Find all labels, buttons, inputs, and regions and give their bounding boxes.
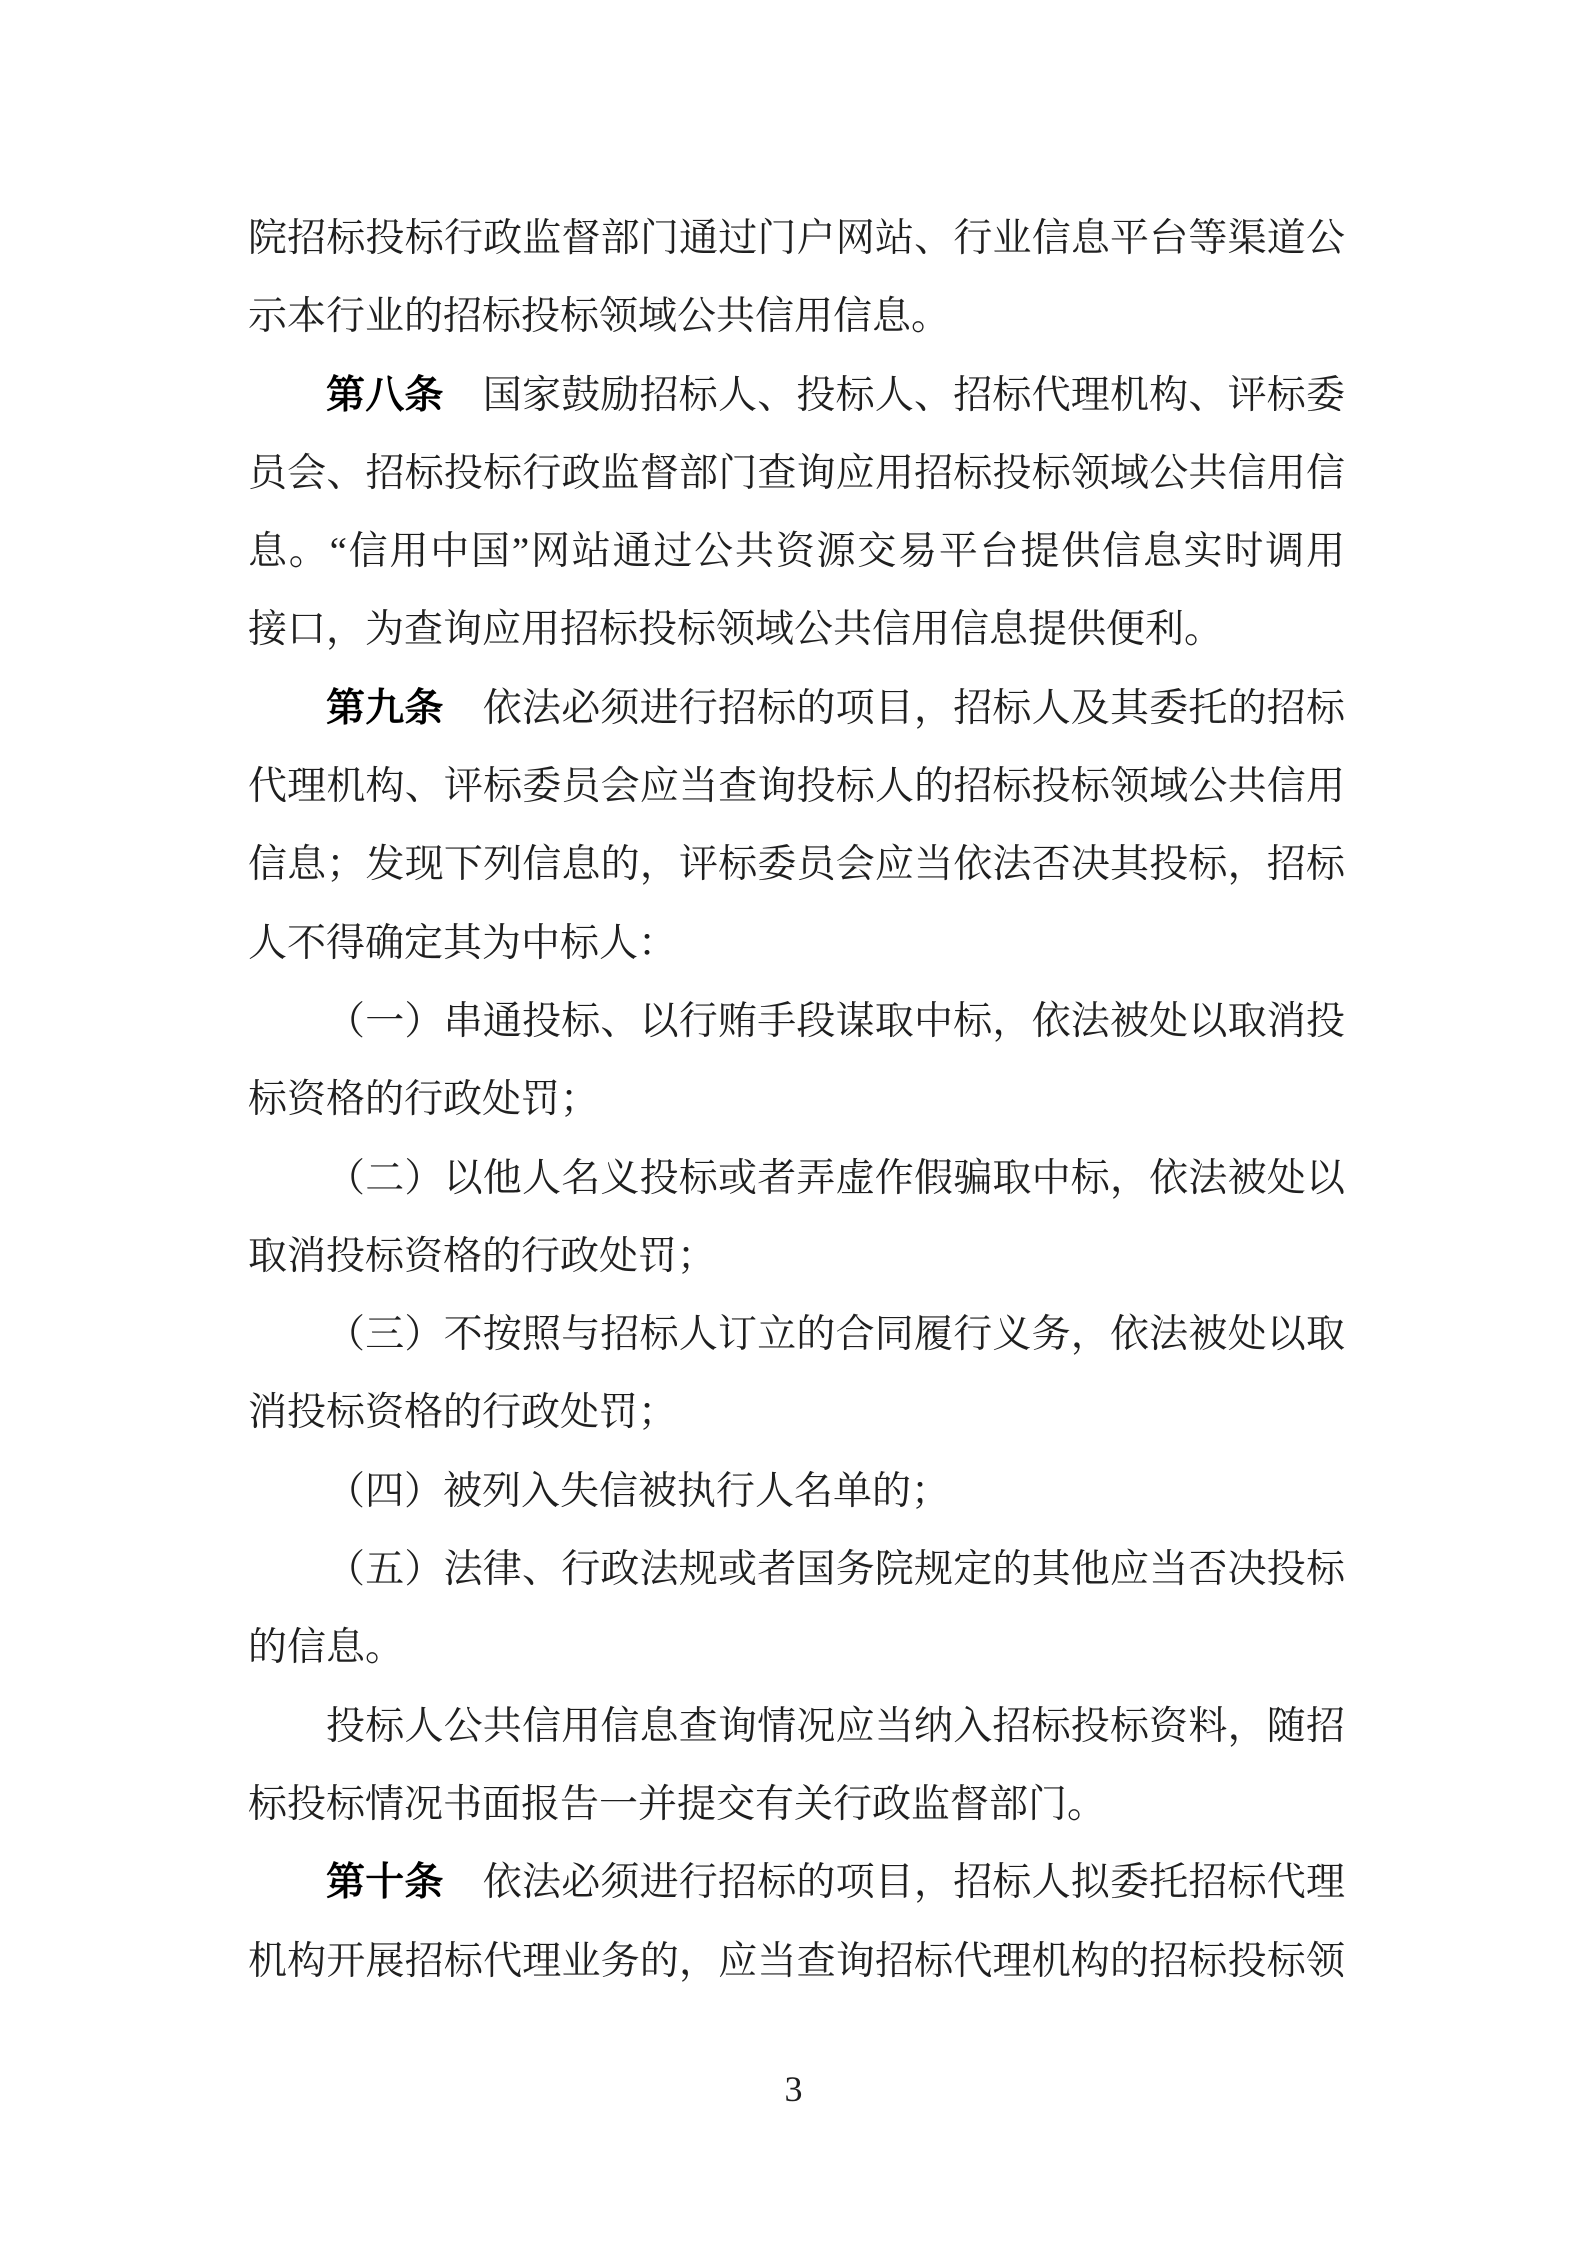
page-footer <box>0 2066 1587 2112</box>
text-line <box>248 1609 1345 1687</box>
text-segment: （四）被列入失信被执行人名单的； <box>326 1469 951 1513</box>
text-line <box>248 513 1345 591</box>
text-segment: 代理机构、评标委员会应当查询投标人的招标投标领域公共信用 <box>248 765 1345 809</box>
text-segment: 标投标情况书面报告一并提交有关行政监督部门。 <box>248 1782 1107 1826</box>
text-line <box>248 435 1345 513</box>
text-segment: 投标人公共信用信息查询情况应当纳入招标投标资料，随招 <box>326 1704 1345 1748</box>
text-segment: 依法必须进行招标的项目，招标人及其委托的招标 <box>443 686 1345 730</box>
text-line <box>248 826 1345 904</box>
text-segment: 示本行业的招标投标领域公共信用信息。 <box>248 295 951 339</box>
text-segment: （五）法律、行政法规或者国务院规定的其他应当否决投标 <box>326 1548 1345 1592</box>
text-segment: （二）以他人名义投标或者弄虚作假骗取中标，依法被处以 <box>326 1156 1345 1200</box>
text-line <box>248 591 1345 669</box>
text-line <box>248 905 1345 983</box>
text-line <box>248 278 1345 356</box>
document-body <box>248 200 1345 2001</box>
text-segment: 标资格的行政处罚； <box>248 1078 600 1122</box>
text-segment: 信息；发现下列信息的，评标委员会应当依法否决其投标，招标 <box>248 843 1345 887</box>
text-segment: 国家鼓励招标人、投标人、招标代理机构、评标委 <box>443 373 1345 417</box>
text-segment: 的信息。 <box>248 1626 405 1670</box>
text-line <box>248 748 1345 826</box>
text-segment: 院招标投标行政监督部门通过门户网站、行业信息平台等渠道公 <box>248 217 1345 260</box>
text-line <box>248 200 1345 278</box>
article-number-bold: 第九条 <box>326 686 444 730</box>
text-line <box>248 1923 1345 2001</box>
text-segment: 息。“信用中国”网站通过公共资源交易平台提供信息实时调用 <box>248 530 1345 574</box>
text-line <box>248 1296 1345 1374</box>
text-line <box>248 1140 1345 1218</box>
text-line <box>248 1453 1345 1531</box>
text-segment: （三）不按照与招标人订立的合同履行义务，依法被处以取 <box>326 1313 1345 1357</box>
text-segment: 人不得确定其为中标人： <box>248 921 678 965</box>
text-segment: 消投标资格的行政处罚； <box>248 1391 678 1435</box>
page-number: 3 <box>784 2069 803 2109</box>
text-segment: （一）串通投标、以行贿手段谋取中标，依法被处以取消投 <box>326 999 1345 1043</box>
text-line <box>248 357 1345 435</box>
text-segment: 接口，为查询应用招标投标领域公共信用信息提供便利。 <box>248 608 1224 652</box>
article-number-bold: 第八条 <box>326 373 444 417</box>
text-line <box>248 1061 1345 1139</box>
text-line <box>248 1374 1345 1452</box>
text-segment: 机构开展招标代理业务的，应当查询招标代理机构的招标投标领 <box>248 1939 1345 1983</box>
text-line <box>248 983 1345 1061</box>
text-line <box>248 1766 1345 1844</box>
text-segment: 取消投标资格的行政处罚； <box>248 1234 717 1278</box>
text-line <box>248 1531 1345 1609</box>
text-segment: 员会、招标投标行政监督部门查询应用招标投标领域公共信用信 <box>248 451 1345 495</box>
text-line <box>248 1688 1345 1766</box>
article-number-bold: 第十条 <box>326 1861 444 1905</box>
text-line <box>248 670 1345 748</box>
text-line <box>248 1218 1345 1296</box>
text-line <box>248 1844 1345 1922</box>
text-segment: 依法必须进行招标的项目，招标人拟委托招标代理 <box>443 1861 1345 1905</box>
